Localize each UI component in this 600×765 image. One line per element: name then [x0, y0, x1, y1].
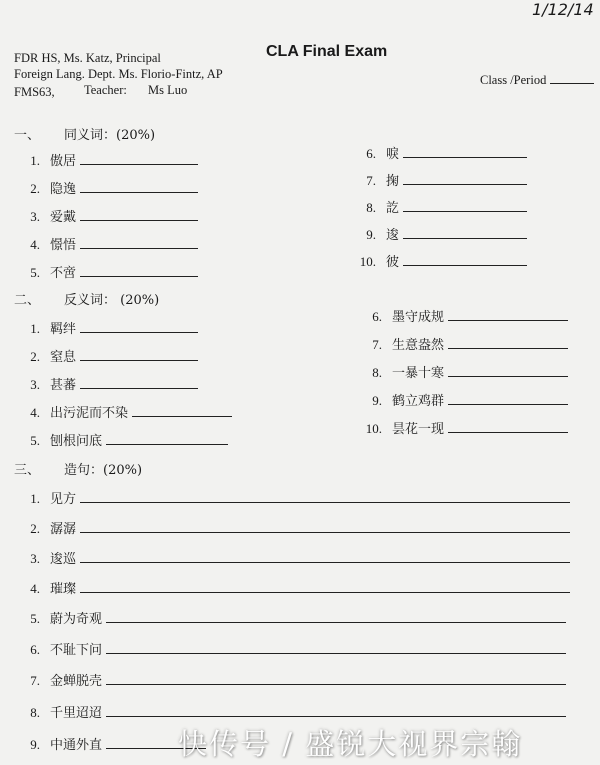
answer-blank[interactable]	[448, 403, 568, 405]
sentence-blank[interactable]	[80, 591, 570, 593]
handwritten-date: 1/12/14	[532, 0, 594, 19]
answer-blank[interactable]	[403, 183, 527, 185]
section-1-label: 一、	[14, 128, 41, 143]
s2-item-9	[356, 390, 568, 409]
s1-item-6	[350, 143, 527, 162]
answer-blank[interactable]	[403, 156, 527, 158]
item-number: 9.	[366, 227, 376, 242]
item-word: 窒息	[50, 350, 77, 365]
item-word: 彼	[386, 255, 400, 270]
answer-blank[interactable]	[80, 247, 198, 249]
item-word: 訖	[386, 201, 400, 216]
s1-item-4	[14, 234, 198, 253]
sentence-blank[interactable]	[80, 561, 570, 563]
item-number: 8.	[372, 365, 382, 380]
sentence-blank[interactable]	[106, 683, 566, 685]
sentence-blank[interactable]	[106, 652, 566, 654]
item-number: 4.	[30, 405, 40, 420]
answer-blank[interactable]	[80, 163, 198, 165]
s3-item-1	[14, 488, 570, 507]
item-number: 2.	[30, 521, 40, 536]
sentence-blank[interactable]	[106, 621, 566, 623]
section-3-title: 造句：(20%)	[64, 463, 143, 478]
answer-blank[interactable]	[106, 443, 228, 445]
s3-item-8	[14, 702, 566, 721]
item-number: 6.	[372, 309, 382, 324]
class-period-blank[interactable]	[550, 82, 594, 84]
item-number: 6.	[30, 642, 40, 657]
section-2-label: 二、	[14, 293, 41, 308]
item-number: 9.	[372, 393, 382, 408]
answer-blank[interactable]	[132, 415, 232, 417]
s2-item-8	[356, 362, 568, 381]
section-1-title: 同义词：(20%)	[64, 128, 156, 143]
sentence-blank[interactable]	[80, 501, 570, 503]
item-word: 逡巡	[50, 552, 77, 567]
s3-item-2	[14, 518, 570, 537]
header-line-1: FDR HS, Ms. Katz, Principal	[14, 51, 161, 65]
class-period-label: Class /Period	[480, 73, 547, 87]
item-number: 5.	[30, 433, 40, 448]
item-number: 3.	[30, 209, 40, 224]
item-word: 鹤立鸡群	[392, 394, 445, 409]
item-number: 4.	[30, 581, 40, 596]
item-word: 中通外直	[50, 738, 103, 753]
item-number: 1.	[30, 491, 40, 506]
item-number: 2.	[30, 349, 40, 364]
item-word: 逡	[386, 228, 400, 243]
item-number: 5.	[30, 265, 40, 280]
teacher-name: Ms Luo	[148, 83, 188, 97]
item-number: 7.	[366, 173, 376, 188]
item-number: 5.	[30, 611, 40, 626]
exam-title: CLA Final Exam	[266, 43, 388, 60]
answer-blank[interactable]	[403, 237, 527, 239]
s2-item-7	[356, 334, 568, 353]
answer-blank[interactable]	[80, 191, 198, 193]
item-word: 不耻下问	[50, 643, 103, 658]
s1-item-7	[350, 170, 527, 189]
item-word: 爱戴	[50, 210, 77, 225]
watermark-text: 快传号 / 盛锐大视界宗翰	[178, 727, 523, 761]
item-word: 昙花一现	[392, 422, 445, 437]
section-3-label: 三、	[14, 463, 41, 478]
item-word: 千里迢迢	[50, 706, 103, 721]
answer-blank[interactable]	[448, 347, 568, 349]
class-period-field	[480, 72, 594, 88]
s1-item-3	[14, 206, 198, 225]
item-number: 6.	[366, 146, 376, 161]
s3-item-3	[14, 548, 570, 567]
sentence-blank[interactable]	[80, 531, 570, 533]
answer-blank[interactable]	[80, 359, 198, 361]
answer-blank[interactable]	[403, 210, 527, 212]
item-number: 8.	[366, 200, 376, 215]
s3-item-4	[14, 578, 570, 597]
s1-item-9	[350, 224, 527, 243]
item-number: 2.	[30, 181, 40, 196]
header-line-2: Foreign Lang. Dept. Ms. Florio-Fintz, AP	[14, 67, 223, 81]
item-word: 出污泥而不染	[50, 406, 129, 421]
s3-item-5	[14, 608, 566, 627]
s1-item-1	[14, 150, 198, 169]
answer-blank[interactable]	[80, 331, 198, 333]
s2-item-4	[14, 402, 232, 421]
s1-item-5	[14, 262, 198, 281]
item-number: 1.	[30, 321, 40, 336]
item-number: 1.	[30, 153, 40, 168]
s2-item-6	[356, 306, 568, 325]
s3-item-6	[14, 639, 566, 658]
item-number: 7.	[372, 337, 382, 352]
item-word: 璀璨	[50, 582, 77, 597]
item-number: 10.	[359, 254, 376, 269]
s2-item-2	[14, 346, 198, 365]
item-word: 见方	[50, 492, 77, 507]
item-word: 刨根问底	[50, 434, 103, 449]
s1-item-10	[350, 251, 527, 270]
item-number: 10.	[365, 421, 382, 436]
item-word: 一暴十寒	[392, 366, 445, 381]
item-number: 3.	[30, 551, 40, 566]
s3-item-7	[14, 670, 566, 689]
item-word: 羁绊	[50, 322, 77, 337]
item-number: 8.	[30, 705, 40, 720]
s2-item-5	[14, 430, 228, 449]
header-code: FMS63,	[14, 85, 55, 99]
section-2-title: 反义词： (20%)	[64, 293, 160, 308]
answer-blank[interactable]	[80, 219, 198, 221]
item-word: 生意盎然	[392, 338, 445, 353]
item-number: 3.	[30, 377, 40, 392]
item-word: 墨守成规	[392, 310, 445, 325]
item-word: 掬	[386, 174, 400, 189]
answer-blank[interactable]	[448, 375, 568, 377]
item-word: 隐逸	[50, 182, 77, 197]
sentence-blank[interactable]	[106, 715, 566, 717]
answer-blank[interactable]	[80, 275, 198, 277]
item-word: 不啻	[50, 266, 77, 281]
item-number: 7.	[30, 673, 40, 688]
s1-item-2	[14, 178, 198, 197]
answer-blank[interactable]	[448, 319, 568, 321]
item-word: 潺潺	[50, 522, 77, 537]
s2-item-3	[14, 374, 198, 393]
item-word: 憬悟	[50, 238, 77, 253]
answer-blank[interactable]	[80, 387, 198, 389]
s2-item-1	[14, 318, 198, 337]
item-word: 唳	[386, 147, 400, 162]
item-word: 傲居	[50, 154, 77, 169]
answer-blank[interactable]	[448, 431, 568, 433]
answer-blank[interactable]	[403, 264, 527, 266]
item-word: 甚蕃	[50, 378, 77, 393]
item-word: 金蝉脱壳	[50, 674, 103, 689]
teacher-label: Teacher:	[84, 83, 127, 97]
s1-item-8	[350, 197, 527, 216]
item-number: 9.	[30, 737, 40, 752]
s2-item-10	[356, 418, 568, 437]
item-number: 4.	[30, 237, 40, 252]
item-word: 蔚为奇观	[50, 612, 103, 627]
